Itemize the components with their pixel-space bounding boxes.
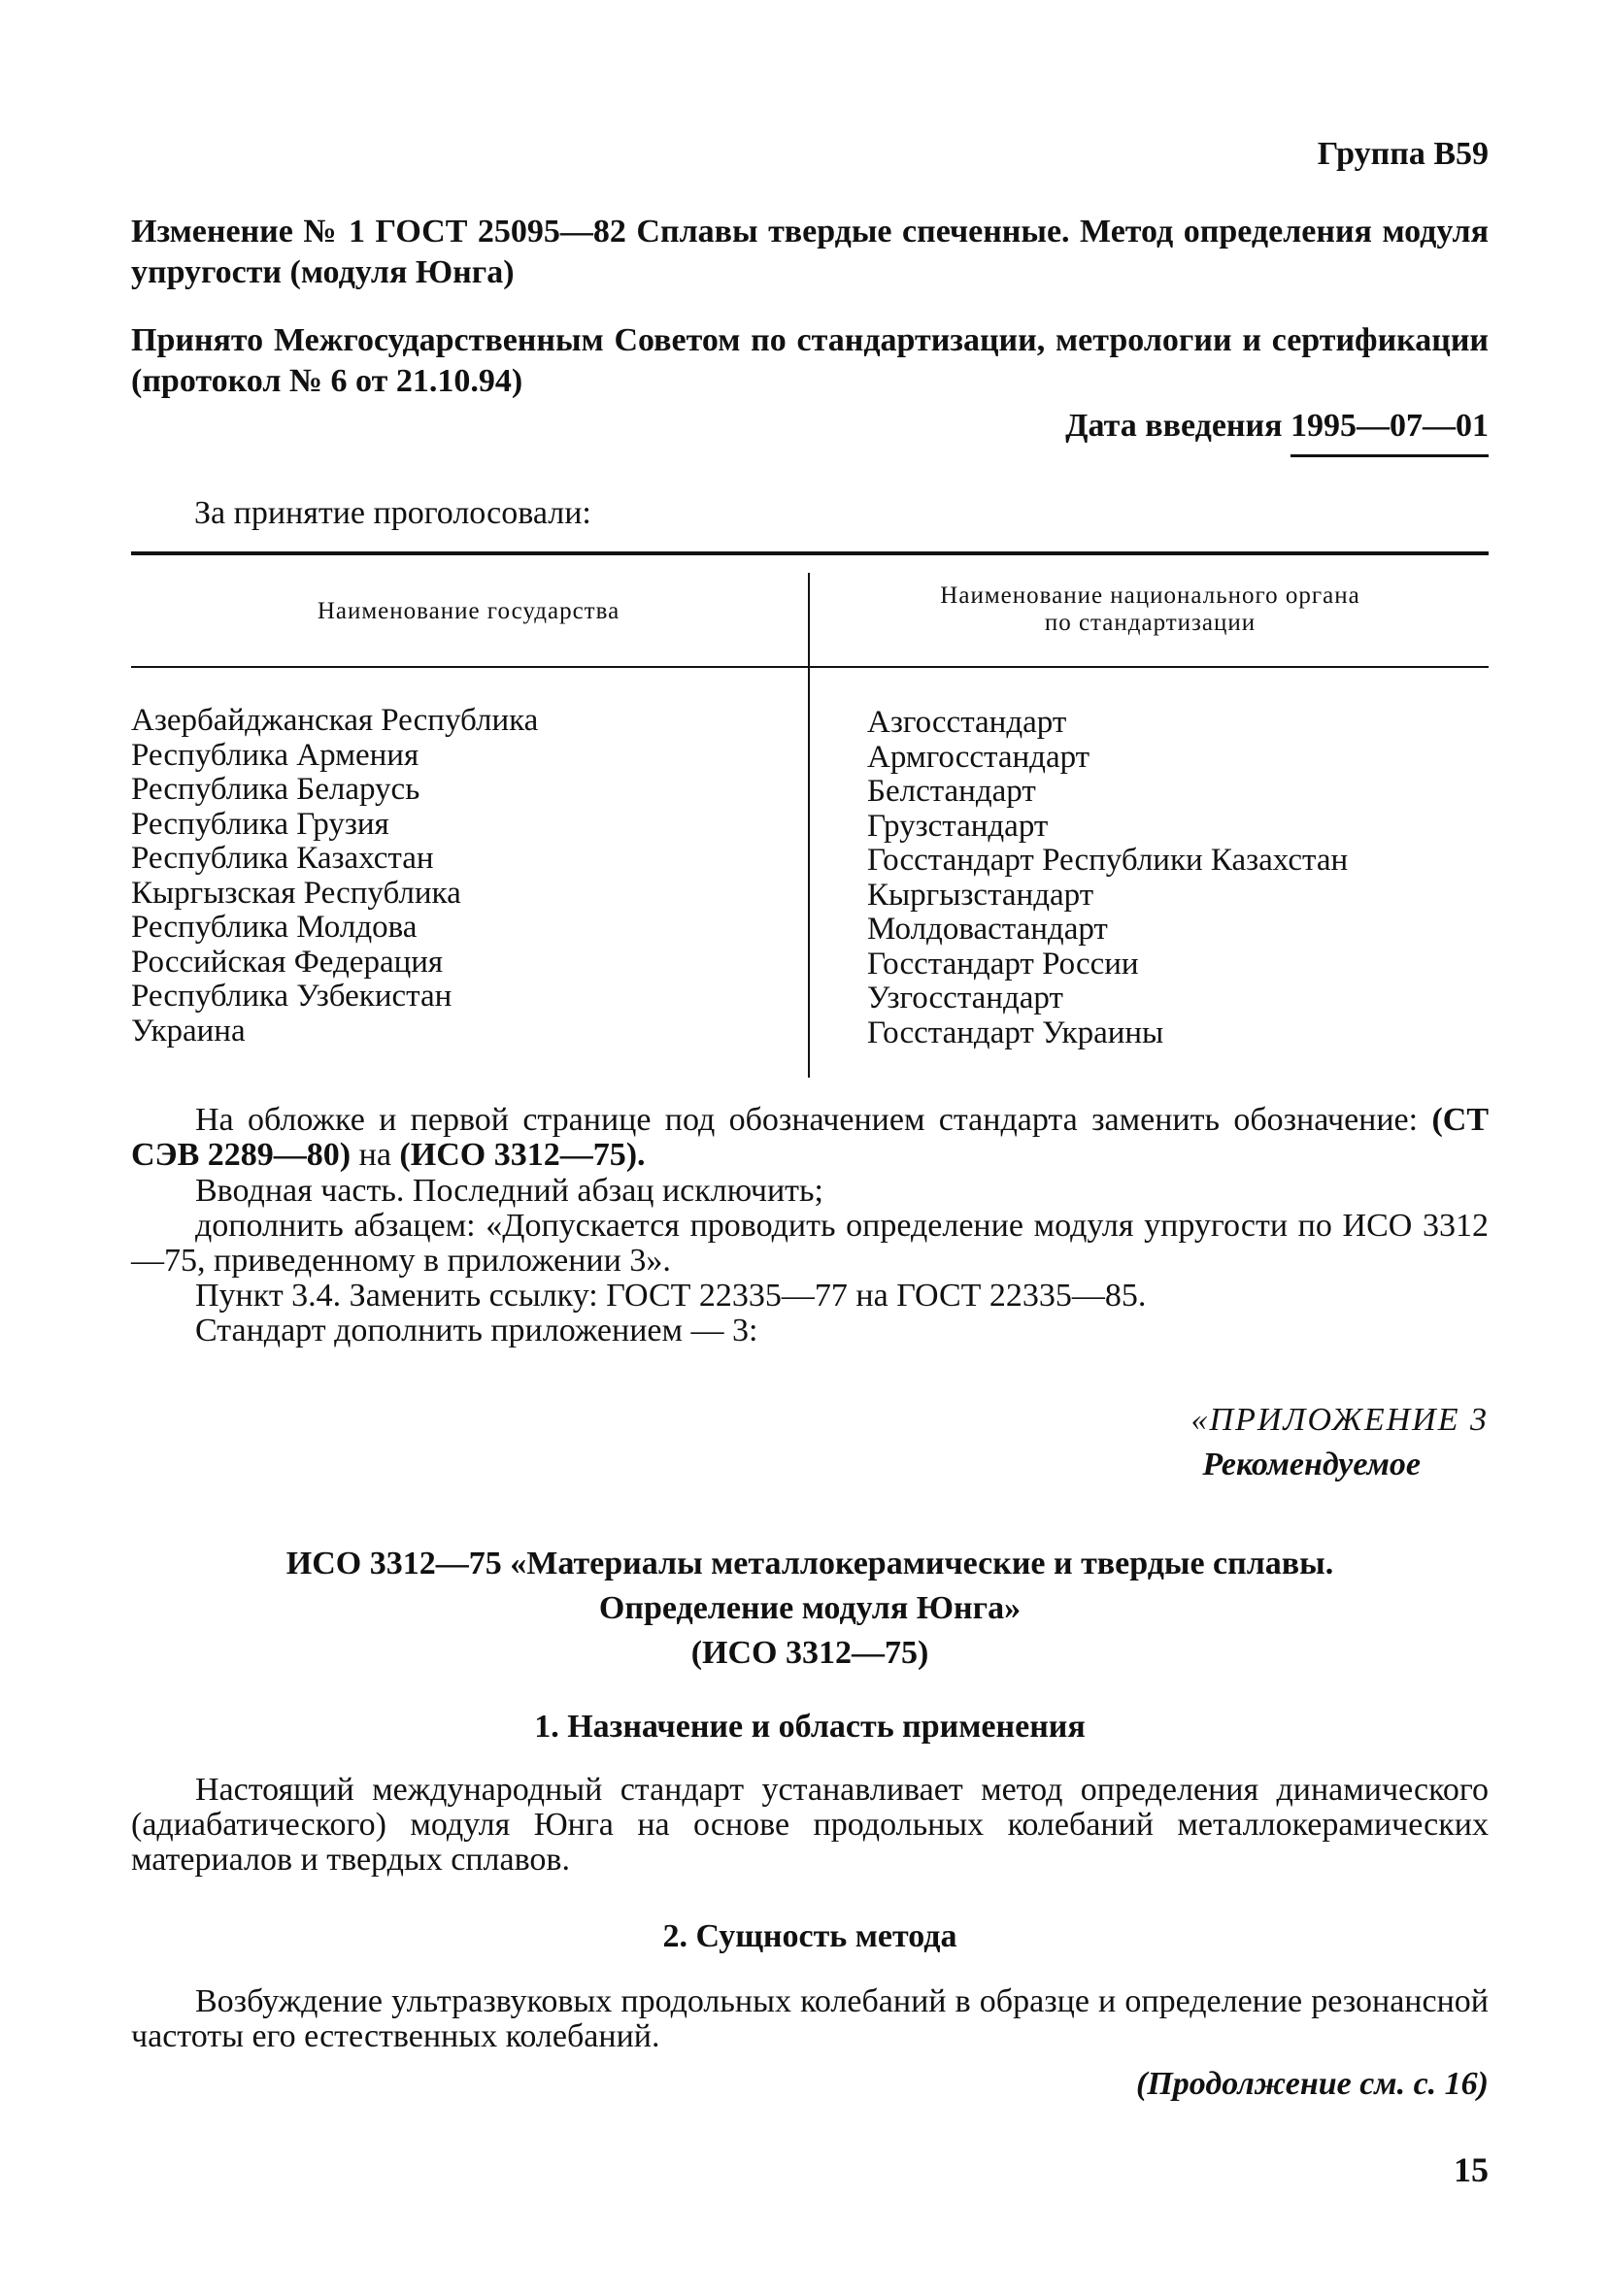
introduction-date	[1065, 408, 1489, 457]
bodies-column	[867, 706, 1348, 1050]
states-column	[131, 704, 538, 1048]
paragraph-add-appendix: Стандарт дополнить приложением — 3:	[195, 1313, 758, 1348]
page-number: 15	[1454, 2150, 1489, 2189]
iso-title-line2: Определение модуля Юнга»	[598, 1590, 1022, 1626]
state-name: Республика Беларусь	[131, 772, 420, 807]
state-name: Республика Молдова	[131, 910, 418, 945]
state-name: Кыргызская Республика	[131, 875, 461, 911]
body-name: Молдовастандарт	[867, 912, 1108, 947]
text-run: На обложке и первой странице под обозначением стандарта заменить обозначение:	[195, 1102, 1432, 1138]
appendix-subtitle: Рекомендуемое	[1202, 1447, 1421, 1482]
body-name: Армгосстандарт	[867, 739, 1090, 775]
table-column-divider	[808, 573, 810, 1078]
body-name: Госстандарт России	[867, 946, 1139, 982]
text-run-bold: (ИСО 3312—75).	[399, 1137, 646, 1173]
accepted-by: Принято Межгосударственным Советом по стандартизации, метрологии и сертификации (протокол № 6 от 21.10.94)	[131, 322, 1489, 399]
paragraph-cover-change	[131, 1103, 1489, 1173]
amendment-title: Изменение № 1 ГОСТ 25095—82 Сплавы твердые спеченные. Метод определения модуля упругости (модуля Юнга)	[131, 214, 1489, 290]
text-run-bold: (СТ СЭВ 2289—80)	[131, 1102, 1489, 1173]
body-name: Госстандарт Украины	[867, 1015, 1164, 1050]
voted-label: За принятие проголосовали:	[194, 495, 591, 531]
paragraph-supplement: дополнить абзацем: «Допускается проводить определение модуля упругости по ИСО 3312—75, приведенному в приложении 3».	[131, 1208, 1489, 1279]
header-standards-body-line1: Наименование национального органа	[940, 582, 1360, 609]
body-name: Узгосстандарт	[867, 981, 1063, 1015]
section2-heading: 2. Сущность метода	[662, 1918, 957, 1954]
state-name: Азербайджанская Республика	[131, 703, 539, 738]
iso-title-line1: ИСО 3312—75 «Материалы металлокерамические и твердые сплавы.	[285, 1546, 1334, 1581]
paragraph-clause-3-4: Пункт 3.4. Заменить ссылку: ГОСТ 22335—77 на ГОСТ 22335—85.	[195, 1278, 1147, 1314]
state-name: Республика Грузия	[131, 806, 389, 842]
body-name: Кыргызстандарт	[867, 877, 1094, 913]
section1-heading: 1. Назначение и область применения	[534, 1709, 1086, 1745]
group-code: Группа В59	[1317, 136, 1489, 172]
state-name: Республика Узбекистан	[131, 979, 453, 1014]
iso-title	[131, 1542, 1489, 1676]
state-name: Украина	[131, 1013, 246, 1048]
body-name: Грузстандарт	[867, 808, 1049, 844]
state-name: Республика Армения	[131, 737, 419, 773]
section1-text: Настоящий международный стандарт устанавливает метод определения динамического (адиабатического) модуля Юнга на основе продольных колебаний металлокерамических материалов и твердых сплавов.	[131, 1772, 1489, 1878]
header-standards-body-line2: по стандартизации	[1044, 610, 1257, 636]
section2-text: Возбуждение ультразвуковых продольных колебаний в образце и определение резонансной частоты его естественных колебаний.	[131, 1983, 1489, 2054]
header-state: Наименование государства	[317, 598, 620, 624]
appendix-heading	[1191, 1398, 1489, 1487]
table-top-rule	[131, 551, 1489, 555]
date-label: Дата введения	[1065, 408, 1283, 444]
continuation-note: (Продолжение см. с. 16)	[1136, 2066, 1489, 2102]
state-name: Республика Казахстан	[131, 841, 434, 876]
date-value: 1995—07—01	[1291, 408, 1489, 457]
header-standards-body	[812, 582, 1489, 637]
table-header-rule	[131, 666, 1489, 668]
body-name: Азгосстандарт	[867, 705, 1067, 740]
state-name: Российская Федерация	[131, 944, 444, 980]
paragraph-intro: Вводная часть. Последний абзац исключить;	[195, 1173, 823, 1209]
iso-title-line3: (ИСО 3312—75)	[690, 1635, 929, 1671]
body-name: Белстандарт	[867, 774, 1036, 809]
appendix-title: «ПРИЛОЖЕНИЕ 3	[1190, 1402, 1489, 1438]
body-name: Госстандарт Республики Казахстан	[867, 843, 1349, 878]
text-run: на	[351, 1137, 400, 1173]
